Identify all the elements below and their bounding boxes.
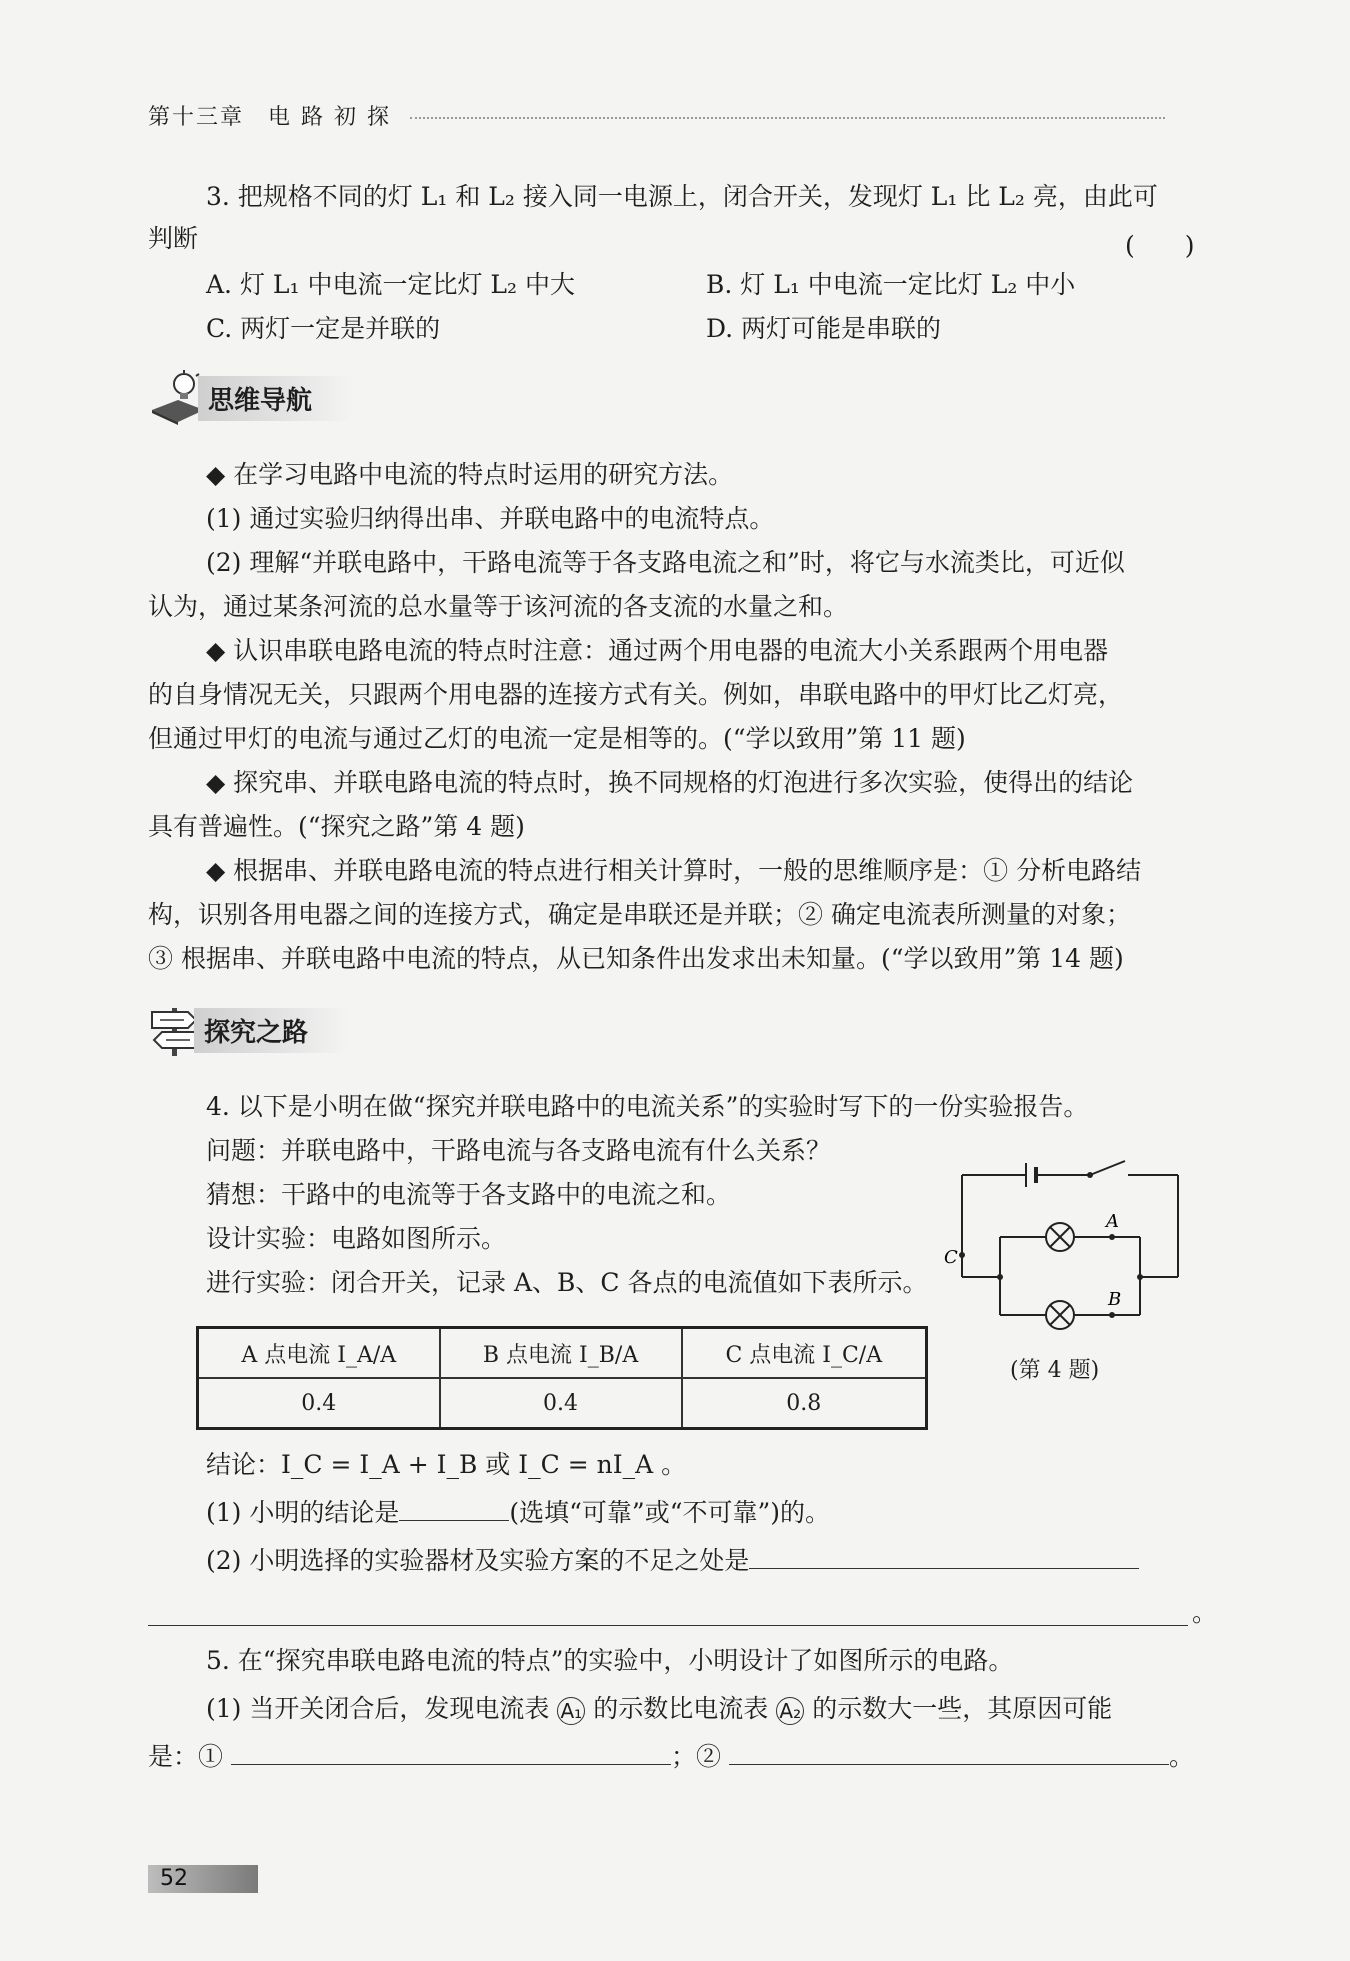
q5-line2-separator: ；② [671,1742,722,1771]
q4-sub1-blank[interactable] [399,1520,509,1521]
page-number: 52 [160,1866,188,1891]
current-data-table [196,1326,928,1430]
point-c-label: C [944,1247,958,1268]
q4-question: 问题：并联电路中，干路电流与各支路电流有什么关系？ [206,1136,832,1165]
section-explore-path-title: 探究之路 [194,1008,348,1053]
point-a-label: A [1106,1211,1119,1232]
q4-conclusion: 结论：I_C = I_A + I_B 或 I_C = nI_A 。 [206,1450,687,1479]
q3-option-d: D. 两灯可能是串联的 [706,314,942,343]
nav-line-1: ◆ 在学习电路中电流的特点时运用的研究方法。 [206,460,734,489]
q3-line2: 判断 [148,224,199,253]
table-cell: 0.4 [440,1378,682,1429]
q5-sub1-text-a: (1) 当开关闭合后，发现电流表 [206,1694,550,1723]
table-cell: 0.8 [682,1378,927,1429]
parallel-circuit-diagram [940,1155,1200,1345]
nav-line-6: 的自身情况无关，只跟两个用电器的连接方式有关。例如，串联电路中的甲灯比乙灯亮， [148,680,1124,709]
table-header-row [198,1328,927,1379]
point-b-label: B [1108,1289,1122,1310]
q4-sub1-suffix: (选填“可靠”或“不可靠”)的。 [509,1498,831,1527]
page-number-tab [148,1865,258,1893]
table-header-cell: B 点电流 I_B/A [440,1328,682,1379]
q4-intro: 4. 以下是小明在做“探究并联电路中的电流关系”的实验时写下的一份实验报告。 [206,1092,1089,1121]
q5-line2-end: 。 [1169,1742,1195,1771]
figure-caption: (第 4 题) [1010,1358,1100,1383]
q5-sub1 [206,1692,1112,1725]
section-thinking-nav [148,370,352,426]
q3-line1: 3. 把规格不同的灯 L₁ 和 L₂ 接入同一电源上，闭合开关，发现灯 L₁ 比 L₂ 亮，由此可 [206,182,1158,211]
q5-sub1-text-b: 的示数比电流表 [593,1694,769,1723]
q5-line2-prefix: 是：① [148,1742,224,1771]
nav-line-8: ◆ 探究串、并联电路电流的特点时，换不同规格的灯泡进行多次实验，使得出的结论 [206,768,1134,797]
q3-option-c: C. 两灯一定是并联的 [206,314,441,343]
q3-option-b: B. 灯 L₁ 中电流一定比灯 L₂ 中小 [706,270,1076,299]
q4-perform: 进行实验：闭合开关，记录 A、B、C 各点的电流值如下表所示。 [206,1268,928,1297]
q5-intro: 5. 在“探究串联电路电流的特点”的实验中，小明设计了如图所示的电路。 [206,1646,1014,1675]
nav-line-7: 但通过甲灯的电流与通过乙灯的电流一定是相等的。(“学以致用”第 11 题) [148,724,966,753]
table-header-cell: C 点电流 I_C/A [682,1328,927,1379]
q4-sub2-blank-line2[interactable] [148,1625,1188,1626]
nav-line-10: ◆ 根据串、并联电路电流的特点进行相关计算时，一般的思维顺序是：① 分析电路结 [206,856,1142,885]
ammeter-a1-symbol: A₁ [557,1697,585,1725]
q4-sub1 [206,1496,830,1529]
nav-line-9: 具有普遍性。(“探究之路”第 4 题) [148,812,525,841]
ammeter-a2-symbol: A₂ [776,1697,804,1725]
nav-line-2: (1) 通过实验归纳得出串、并联电路中的电流特点。 [206,504,775,533]
q3-answer-paren: ( ) [1125,231,1195,260]
q4-sub2 [206,1544,1139,1577]
nav-line-3: (2) 理解“并联电路中，干路电流等于各支路电流之和”时，将它与水流类比，可近似 [206,548,1125,577]
q3-option-a: A. 灯 L₁ 中电流一定比灯 L₂ 中大 [206,270,575,299]
q4-sub2-blank[interactable] [749,1568,1139,1569]
table-row [198,1378,927,1429]
section-thinking-nav-title: 思维导航 [198,376,352,421]
q4-sub1-prefix: (1) 小明的结论是 [206,1498,400,1527]
q5-answer-blank-1[interactable] [231,1764,671,1765]
table-cell: 0.4 [198,1378,440,1429]
q4-guess: 猜想：干路中的电流等于各支路中的电流之和。 [206,1180,732,1209]
q5-answer-blank-2[interactable] [729,1764,1169,1765]
q5-sub1-line2 [148,1740,1194,1773]
q4-sub2-period: 。 [1192,1598,1218,1627]
section-explore-path [148,1002,348,1058]
chapter-header: 第十三章 电 路 初 探 [148,105,391,130]
header-rule [410,117,1165,119]
q4-sub2-text: (2) 小明选择的实验器材及实验方案的不足之处是 [206,1546,750,1575]
nav-line-4: 认为，通过某条河流的总水量等于该河流的各支流的水量之和。 [148,592,849,621]
table-header-cell: A 点电流 I_A/A [198,1328,440,1379]
nav-line-11: 构，识别各用电器之间的连接方式，确定是串联还是并联；② 确定电流表所测量的对象； [148,900,1131,929]
nav-line-12: ③ 根据串、并联电路中电流的特点，从已知条件出发求出未知量。(“学以致用”第 14 题) [148,944,1124,973]
q5-sub1-text-c: 的示数大一些，其原因可能 [812,1694,1113,1723]
nav-line-5: ◆ 认识串联电路电流的特点时注意：通过两个用电器的电流大小关系跟两个用电器 [206,636,1109,665]
q4-design: 设计实验：电路如图所示。 [206,1224,507,1253]
